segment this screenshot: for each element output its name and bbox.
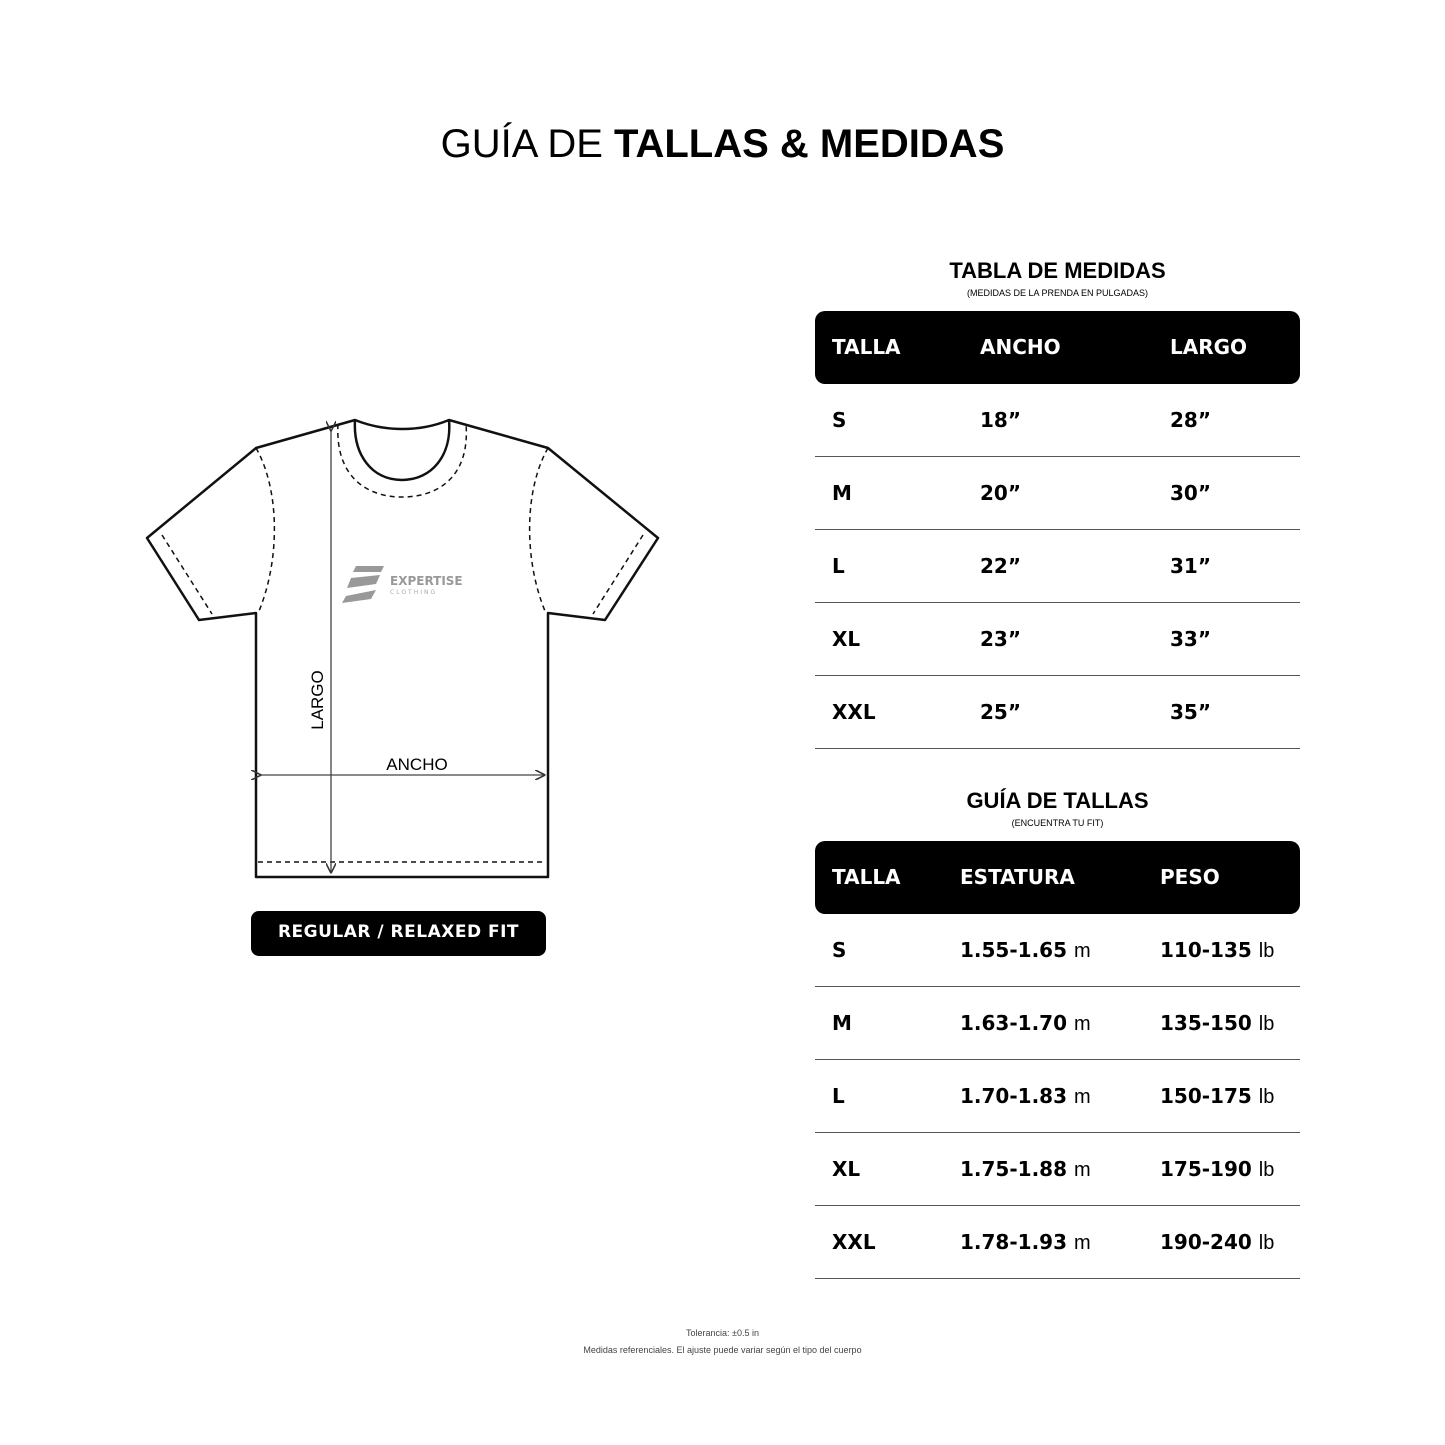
weight-cell: 190-240 lb	[1160, 1230, 1275, 1254]
header-size: TALLA	[832, 335, 901, 359]
length-cell: 30”	[1170, 481, 1211, 505]
width-cell: 18”	[980, 408, 1021, 432]
table-header	[815, 311, 1300, 384]
fit-badge: REGULAR / RELAXED FIT	[251, 911, 546, 956]
table-header	[815, 841, 1300, 914]
size-cell: S	[832, 938, 847, 962]
width-label: ANCHO	[386, 755, 448, 774]
logo-name: EXPERTISE	[390, 574, 463, 588]
length-cell: 28”	[1170, 408, 1211, 432]
table-row	[815, 1133, 1300, 1206]
table-row	[815, 603, 1300, 676]
table-row	[815, 457, 1300, 530]
page-title-bold: TALLAS & MEDIDAS	[614, 122, 1005, 166]
width-cell: 23”	[980, 627, 1021, 651]
length-cell: 33”	[1170, 627, 1211, 651]
width-cell: 25”	[980, 700, 1021, 724]
header-width: ANCHO	[980, 335, 1061, 359]
height-cell: 1.75-1.88 m	[960, 1157, 1091, 1181]
table-row	[815, 676, 1300, 749]
size-cell: XXL	[832, 700, 876, 724]
size-cell: L	[832, 1084, 845, 1108]
header-length: LARGO	[1170, 335, 1248, 359]
weight-cell: 135-150 lb	[1160, 1011, 1275, 1035]
tolerance-note: Tolerancia: ±0.5 in	[686, 1328, 759, 1338]
logo-sub: CLOTHING	[390, 589, 438, 596]
height-cell: 1.63-1.70 m	[960, 1011, 1091, 1035]
size-cell: XL	[832, 627, 861, 651]
weight-cell: 175-190 lb	[1160, 1157, 1275, 1181]
tshirt-outline	[147, 420, 658, 877]
size-guide-table	[815, 841, 1300, 1279]
disclaimer-note: Medidas referenciales. El ajuste puede variar según el tipo del cuerpo	[583, 1345, 862, 1355]
header-size: TALLA	[832, 865, 901, 889]
height-cell: 1.55-1.65 m	[960, 938, 1091, 962]
header-weight: PESO	[1160, 865, 1220, 889]
table-row	[815, 914, 1300, 987]
width-cell: 22”	[980, 554, 1021, 578]
size-guide-title: GUÍA DE TALLAS	[966, 788, 1149, 813]
table-row	[815, 987, 1300, 1060]
height-cell: 1.70-1.83 m	[960, 1084, 1091, 1108]
table-row	[815, 1060, 1300, 1133]
size-cell: L	[832, 554, 845, 578]
size-cell: S	[832, 408, 847, 432]
measurements-table	[815, 311, 1300, 749]
size-guide-subtitle: (ENCUENTRA TU FIT)	[1011, 818, 1104, 828]
table-row	[815, 1206, 1300, 1279]
length-cell: 35”	[1170, 700, 1211, 724]
height-cell: 1.78-1.93 m	[960, 1230, 1091, 1254]
weight-cell: 110-135 lb	[1160, 938, 1275, 962]
table-row	[815, 384, 1300, 457]
table-row	[815, 530, 1300, 603]
size-cell: XXL	[832, 1230, 876, 1254]
weight-cell: 150-175 lb	[1160, 1084, 1275, 1108]
width-cell: 20”	[980, 481, 1021, 505]
page-title-light: GUÍA DE	[440, 122, 615, 166]
measurements-title: TABLA DE MEDIDAS	[949, 258, 1166, 283]
size-cell: M	[832, 1011, 852, 1035]
measurements-subtitle: (MEDIDAS DE LA PRENDA EN PULGADAS)	[966, 288, 1149, 298]
header-height: ESTATURA	[960, 865, 1075, 889]
length-cell: 31”	[1170, 554, 1211, 578]
size-cell: M	[832, 481, 852, 505]
size-cell: XL	[832, 1157, 861, 1181]
length-label: LARGO	[308, 670, 327, 730]
